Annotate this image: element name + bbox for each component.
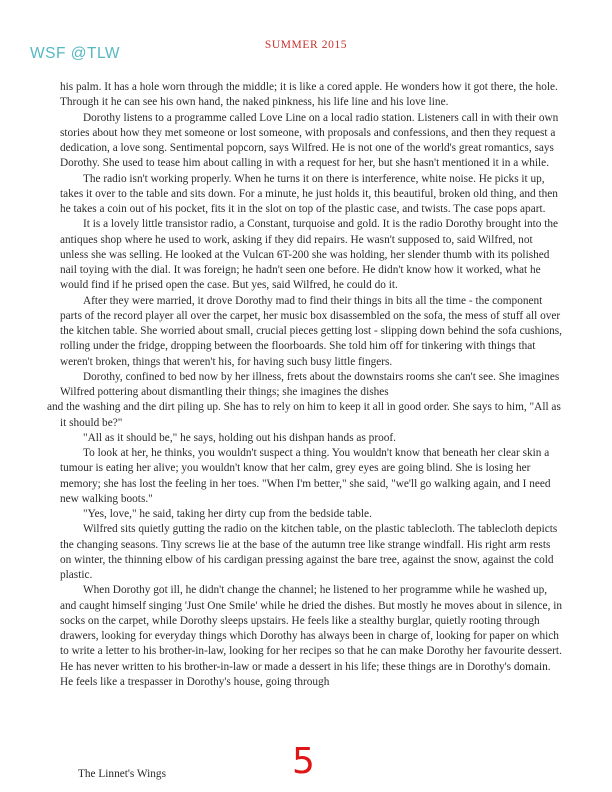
paragraph: Wilfred sits quietly gutting the radio on the kitchen table, on the plastic tablecloth. The tablecloth depicts the changing seasons. Tiny screws lie at the base of the autumn tree like strange windfall. His right arm rests on winter, the thinning elbow of his cardigan pressing against the bare tree, against the snow, against the cold plastic. <box>60 523 558 581</box>
issue-label: SUMMER 2015 <box>264 39 348 51</box>
footer-title: The Linnet's Wings <box>78 768 166 780</box>
paragraph: After they were married, it drove Dorothy mad to find their things in bits all the time - the component parts of the record player all over the carpet, her music box disassembled on the sofa, the mess of stuff all over the kitchen table. She worried about small, crucial pieces getting lost - slipping down behind the sofa cushions, rolling under the fridge, dropping between the floorboards. She told him off for tinkering with things that weren't broken, things that weren't his, for having such busy little fingers. <box>60 294 562 368</box>
paragraph: The radio isn't working properly. When he turns it on there is interference, white noise. He picks it up, takes it over to the table and sits down. For a minute, he just holds it, this beautiful, broken old thing, and then he takes a coin out of his pocket, fits it in the slot on top of the plastic case, and twists. The case pops apart. <box>60 172 558 215</box>
page-number: 5 <box>292 741 315 782</box>
paragraph: Dorothy, confined to bed now by her illness, frets about the downstairs rooms she can't see. She imagines Wilfred pottering about dismantling their things; she imagines the dishes <box>60 370 560 398</box>
masthead: WSF @TLW <box>30 45 121 62</box>
body-text <box>47 80 563 690</box>
paragraph: To look at her, he thinks, you wouldn't suspect a thing. You wouldn't know that beneath her clear skin a tumour is eating her alive; you wouldn't know that her calm, grey eyes are going blind. She is losing her memory; she has lost the feeling in her toes. "When I'm better," she said, "we'll go walking again, and I need new walking boots." <box>60 447 551 505</box>
paragraph: his palm. It has a hole worn through the middle; it is like a cored apple. He wonders how it got there, the hole. Through it he can see his own hand, the naked pinkness, his life line and his love line. <box>60 81 558 109</box>
paragraph: When Dorothy got ill, he didn't change the channel; he listened to her programme while he washed up, and caught himself singing 'Just One Smile' while he dried the dishes. But mostly he moves about in silence, in socks on the carpet, while Dorothy sleeps upstairs. He feels like a stealthy burglar, quietly rooting through drawers, looking for everyday things which Dorothy has always been in charge of, looking for paper on which to write a letter to his brother-in-law, looking for her recipes so that he can make Dorothy her favourite dessert. He has never written to his brother-in-law or made a dessert in his life; these things are in Dorothy's domain. He feels like a trespasser in Dorothy's house, going through <box>60 584 563 688</box>
paragraph: Dorothy listens to a programme called Love Line on a local radio station. Listeners call in with their own stories about how they met someone or lost someone, with proposals and confessions, and then they request a dedication, a love song. Sentimental popcorn, says Wilfred. He is not one of the world's great romantics, says Dorothy. She used to tease him about calling in with a request for her, but she hasn't mentioned it in a while. <box>60 111 559 170</box>
paragraph: "All as it should be," he says, holding out his dishpan hands as proof. <box>83 431 396 444</box>
paragraph: It is a lovely little transistor radio, a Constant, turquoise and gold. It is the radio Dorothy brought into the antiques shop where he used to work, asking if they did repairs. He wasn't supposed to, said Wilfred, not unless she was selling. He looked at the Vulcan 6T-200 she was holding, her slender thumb with its polished nail toying with the dial. It was foreign; he hadn't seen one before. He didn't know how it worked, what he would find if he prised open the case. But yes, said Wilfred, he could do it. <box>60 218 559 292</box>
paragraph: "Yes, love," he said, taking her dirty cup from the bedside table. <box>83 508 372 520</box>
paragraph: and the washing and the dirt piling up. She has to rely on him to keep it all in good order. She says to him, "All as it should be?" <box>47 401 561 429</box>
